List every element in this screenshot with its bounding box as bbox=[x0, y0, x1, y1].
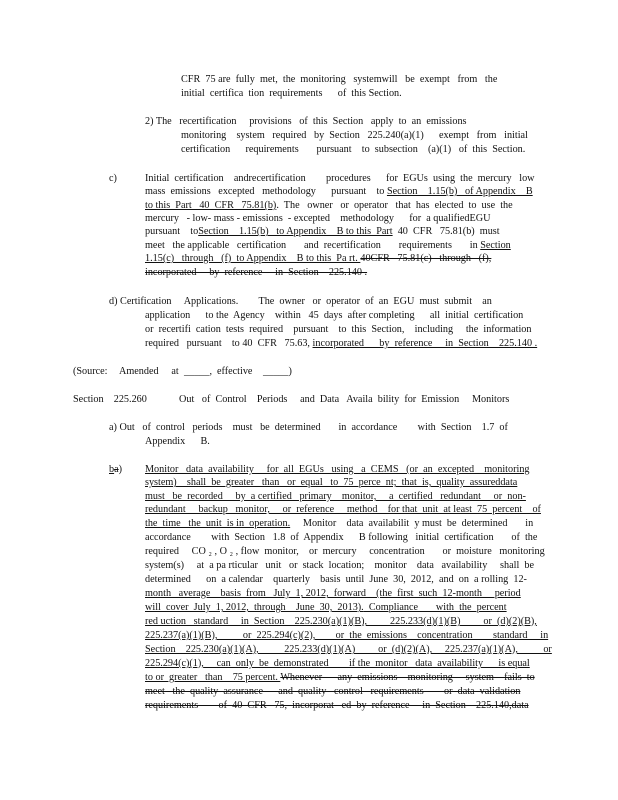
section-number: Section 225.260 bbox=[73, 394, 147, 405]
text-line: system(s) at a pa rticular unit or stack location; monitor data availability shall be bbox=[145, 560, 535, 571]
deleted-text: 40CFR 75.81(c) through (f), bbox=[360, 253, 492, 264]
text-line: the time the unit is in operation. Monitor data availabilit y must be determined in bbox=[145, 518, 534, 529]
inserted-text: redundant backup monitor, or reference method for that unit at least 75 percent of bbox=[145, 504, 541, 515]
inserted-text: red uction standard in Section 225.230(a)(1)(B), 225.233(d)(1)(B) or (d)(2)(B), bbox=[145, 616, 537, 627]
text-line: required pursuant to 40 CFR 75.63, incorporated by reference in Section 225.140 . bbox=[145, 338, 538, 349]
text-line: mass emissions excepted methodology pursuant to Section 1.15(b) of Appendix B bbox=[145, 186, 533, 197]
list-marker: c) bbox=[109, 173, 117, 184]
text-line: or recertifi cation tests required pursuant to this Section, including the information bbox=[145, 324, 532, 335]
text-line: initial certifica tion requirements of this Section. bbox=[181, 88, 402, 99]
inserted-text: system) shall be greater than or equal to 75 perce nt; that is, quality assureddata bbox=[145, 477, 518, 488]
text-line: accordance with Section 1.8 of Appendix B following initial certification of the bbox=[145, 532, 538, 543]
text-line: 1.15(c) through (f) to Appendix B to this Pa rt. 40CFR 75.81(c) through (f), bbox=[145, 253, 492, 264]
text-line: certification requirements pursuant to subsection (a)(1) of this Section. bbox=[181, 144, 526, 155]
text-line: application to the Agency within 45 days after completing all initial certification bbox=[145, 310, 524, 321]
text-line: to this Part 40 CFR 75.81(b). The owner or operator that has elected to use the bbox=[145, 200, 513, 211]
text-line: to or greater than 75 percent. Whenever any emissions monitoring system fails to bbox=[145, 672, 535, 683]
text-line: monitoring system required by Section 225.240(a)(1) exempt from initial bbox=[181, 130, 528, 141]
deleted-text: Whenever any emissions monitoring system fails to bbox=[280, 672, 535, 683]
text-line: required CO ₂ , O ₂ , flow monitor, or mercury concentration or moisture monitoring bbox=[145, 546, 545, 557]
inserted-text: incorporated by reference in Section 225.140 . bbox=[312, 338, 538, 349]
source-label: (Source: bbox=[73, 366, 108, 377]
text-line: CFR 75 are fully met, the monitoring systemwill be exempt from the bbox=[181, 74, 498, 85]
text-line: Initial certification andrecertification procedures for EGUs using the mercury low bbox=[145, 173, 535, 184]
text-line: will cover July 1, 2012, through June 30, 2013). Compliance with the percent bbox=[145, 602, 507, 613]
inserted-text: 225.237(a)(1)(B), or 225.294(c)(2), or the emissions concentration standard in bbox=[145, 630, 549, 641]
text-line: d) Certification Applications. The owner or operator of an EGU must submit an bbox=[109, 296, 492, 307]
inserted-text: to this Part 40 CFR 75.81(b) bbox=[145, 200, 277, 211]
text-line: mercury - low- mass - emissions - excepted methodology for a qualifiedEGU bbox=[145, 213, 491, 224]
text-line: meet the applicable certification and recertification requirements in Section bbox=[145, 240, 511, 251]
text-line: a) Out of control periods must be determined in accordance with Section 1.7 of bbox=[109, 422, 508, 433]
text-line: Appendix B. bbox=[145, 436, 210, 447]
blank-field: _____, bbox=[184, 366, 213, 377]
inserted-text: Section bbox=[480, 240, 511, 251]
source-effective: effective bbox=[217, 366, 253, 377]
list-marker: ba) bbox=[109, 464, 123, 475]
text-line: 225.294(c)(1), can only be demonstrated if the monitor data availability is equal bbox=[145, 658, 530, 669]
inserted-text: Monitor data availability for all EGUs using a CEMS (or an excepted monitoring bbox=[145, 464, 530, 475]
deleted-text: incorporated by reference in Section 225.140 . bbox=[145, 267, 368, 278]
inserted-text: Section 1.15(b) to Appendix B to this Part bbox=[198, 226, 393, 237]
text-line: 2) The recertification provisions of this Section apply to an emissions bbox=[145, 116, 467, 127]
section-title: Out of Control Periods and Data Availa bility for Emission Monitors bbox=[179, 394, 510, 405]
deleted-text: requirements of 40 CFR 75, incorporat ed by reference in Section 225.140,data bbox=[145, 700, 529, 711]
source-text: Amended at bbox=[119, 366, 179, 377]
blank-field: _____) bbox=[263, 366, 292, 377]
inserted-text: must be recorded by a certified primary monitor, a certified redundant or non- bbox=[145, 491, 526, 502]
inserted-text: month average basis from July 1, 2012, forward (the first such 12-month period bbox=[145, 588, 521, 599]
inserted-text: Section 225.230(a)(1)(A), 225.233(d)(1)(A) or (d)(2)(A), 225.237(a)(1)(A), or bbox=[145, 644, 552, 655]
inserted-text: Section 1.15(b) of Appendix B bbox=[386, 186, 533, 197]
text-line: pursuant toSection 1.15(b) to Appendix B to this Part 40 CFR 75.81(b) must bbox=[145, 226, 500, 237]
deleted-text: meet the quality assurance and quality control requirements or data validation bbox=[145, 686, 521, 697]
text-line: determined on a calendar quarterly basis until June 30, 2012, and on a rolling 12- bbox=[145, 574, 527, 585]
